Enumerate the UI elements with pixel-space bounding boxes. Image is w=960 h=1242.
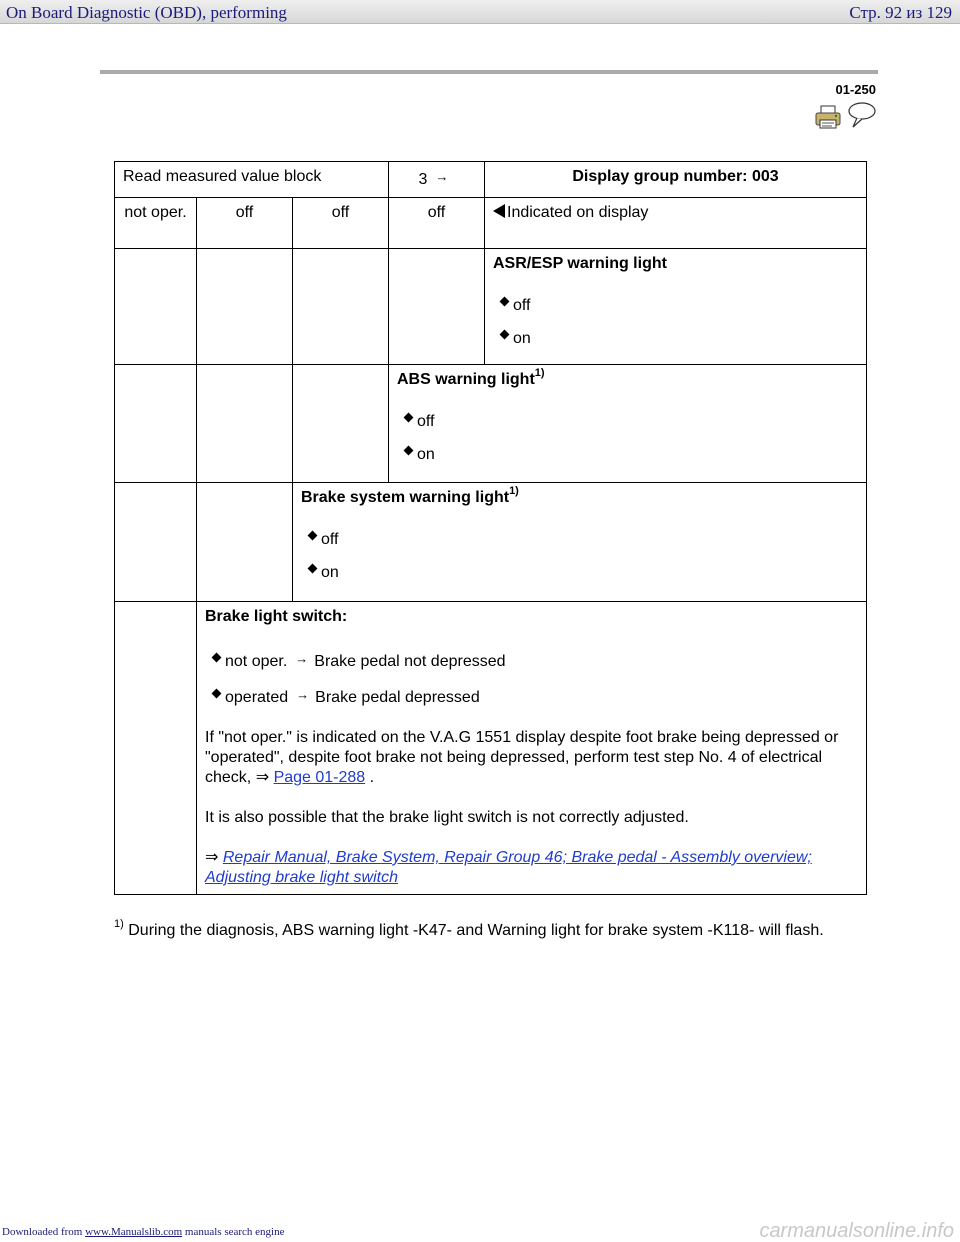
arrow-right-icon: →: [296, 687, 310, 702]
table-row: [115, 483, 867, 602]
diamond-bullet-icon: [308, 531, 318, 541]
page-01-288-link[interactable]: Page 01-288: [273, 769, 366, 786]
block-number-cell: 3 →: [389, 162, 485, 198]
arrow-right-icon: →: [295, 651, 309, 666]
measured-value-table: [114, 161, 867, 895]
brake-light-switch-cell: [197, 602, 867, 895]
diamond-bullet-icon: [212, 653, 222, 663]
watermark: carmanualsonline.info: [759, 1220, 954, 1242]
abs-warning-cell: [389, 365, 867, 483]
list-item: off: [405, 412, 858, 432]
diamond-bullet-icon: [500, 297, 510, 307]
value-cell-4: off: [389, 198, 485, 249]
brake-light-switch-heading: Brake light switch:: [205, 608, 348, 625]
speech-bubble-icon[interactable]: [847, 101, 877, 129]
arrow-right-icon: →: [435, 169, 449, 184]
brake-check-paragraph: If "not oper." is indicated on the V.A.G 1551 display despite foot brake being depressed or "operated", despite foot brake not being depressed, perform test step No. 4 of electrical check, ⇒ Page 01-288 .: [205, 729, 839, 786]
table-row: [115, 249, 867, 365]
table-row: [115, 602, 867, 895]
diamond-bullet-icon: [404, 446, 414, 456]
top-rule: [100, 70, 878, 74]
brake-system-warning-cell: [293, 483, 867, 602]
asr-esp-warning-cell: [485, 249, 867, 365]
list-item: not oper. → Brake pedal not depressed: [213, 649, 858, 672]
table-row: [115, 365, 867, 483]
display-group-label: Display group number: 003: [485, 162, 867, 198]
footnote-marker: 1): [114, 918, 124, 930]
list-item: on: [405, 445, 858, 465]
reference-arrow-icon: ⇒: [205, 849, 219, 866]
indicated-on-display-cell: Indicated on display: [485, 198, 867, 249]
value-cell-2: off: [197, 198, 293, 249]
list-item: operated → Brake pedal depressed: [213, 685, 858, 708]
diamond-bullet-icon: [500, 330, 510, 340]
document-title: On Board Diagnostic (OBD), performing: [6, 3, 287, 22]
footnote-marker: 1): [534, 367, 545, 379]
table-row: [115, 198, 867, 249]
read-measured-value-label: Read measured value block: [115, 162, 389, 198]
abs-heading: ABS warning light$^{1)}$: [397, 367, 545, 388]
asr-esp-heading: ASR/ESP warning light: [493, 255, 667, 272]
footer-download-note: Downloaded from www.Manualslib.com manuals search engine: [2, 1226, 285, 1238]
repair-manual-link[interactable]: Repair Manual, Brake System, Repair Group 46; Brake pedal - Assembly overview; Adjusting brake light switch: [205, 849, 812, 886]
repair-manual-reference: [205, 848, 858, 888]
brake-system-heading: Brake system warning light$^{1)}$: [301, 485, 519, 506]
triangle-left-icon: [493, 204, 505, 218]
list-item: off: [501, 296, 858, 316]
footnote: $^{1)}$ During the diagnosis, ABS warning light -K47- and Warning light for brake system -K118- will flash.: [114, 918, 824, 939]
reference-arrow-icon: ⇒: [255, 769, 270, 786]
diamond-bullet-icon: [404, 413, 414, 423]
manualslib-link[interactable]: www.Manualslib.com: [85, 1226, 183, 1238]
diamond-bullet-icon: [212, 689, 222, 699]
list-item: on: [309, 563, 858, 583]
value-cell-3: off: [293, 198, 389, 249]
value-cell-1: not oper.: [115, 198, 197, 249]
header-bar: [0, 0, 960, 24]
list-item: on: [501, 329, 858, 349]
adjustment-note: It is also possible that the brake light switch is not correctly adjusted.: [205, 809, 689, 826]
footnote-marker: 1): [509, 485, 519, 497]
printer-icon[interactable]: [815, 105, 841, 129]
page-code: 01-250: [835, 82, 876, 97]
table-row: [115, 162, 867, 198]
list-item: off: [309, 530, 858, 550]
diamond-bullet-icon: [308, 564, 318, 574]
page-counter: Стр. 92 из 129: [849, 3, 952, 22]
